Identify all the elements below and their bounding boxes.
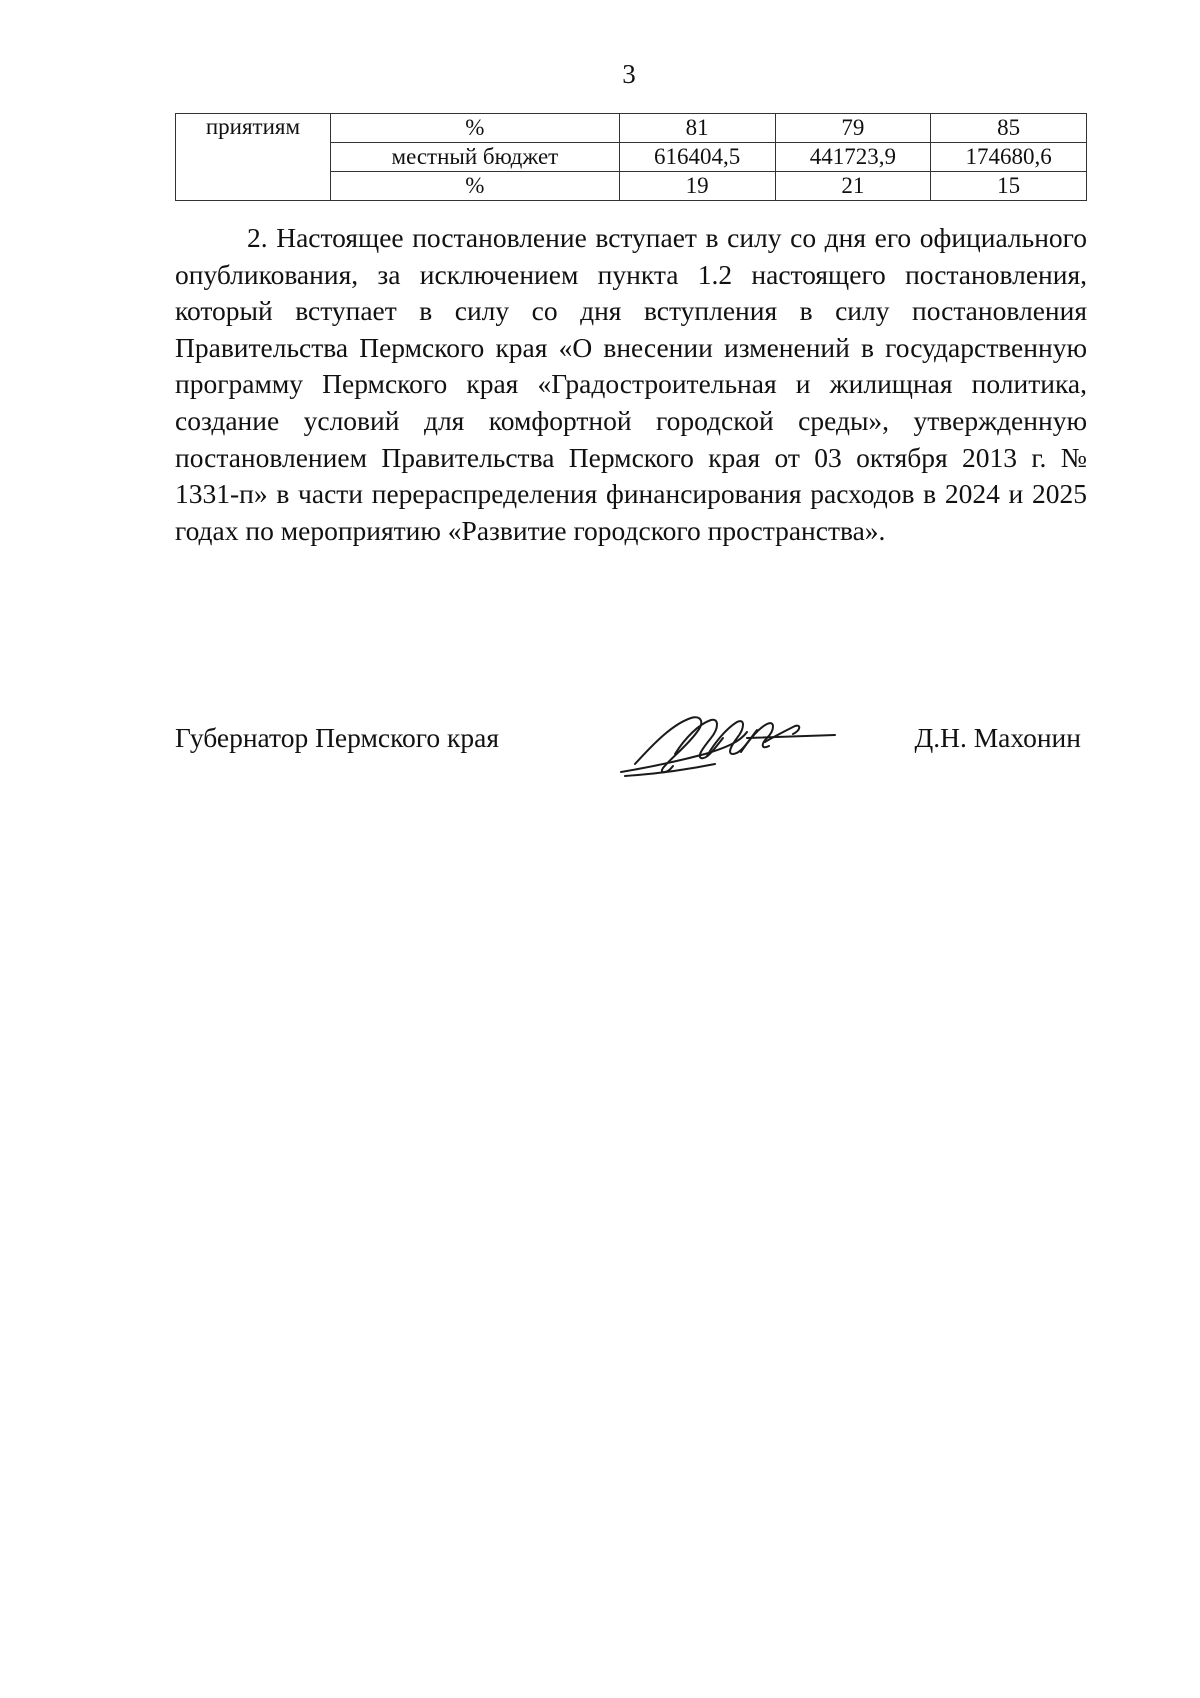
table-cell-label: % bbox=[330, 114, 619, 143]
signatory-name: Д.Н. Махонин bbox=[914, 722, 1081, 753]
table-cell-value: 441723,9 bbox=[775, 143, 931, 172]
table-cell-value: 616404,5 bbox=[619, 143, 775, 172]
table-row-head: приятиям bbox=[176, 114, 331, 201]
table-cell-value: 81 bbox=[619, 114, 775, 143]
paragraph-text: 2. Настоящее постановление вступает в силу со дня его официального опубликования, за исключением пункта 1.2 настоящего постановления, который вступает в силу со дня вступления в силу постановления Правительства Пермского края «О внесении изменений в государственную программу Пермского края «Градостроительная и жилищная политика, создание условий для комфортной городской среды», утвержденную постановлением Правительства Пермского края от 03 октября 2013 г. № 1331-п» в части перераспределения финансирования расходов в 2024 и 2025 годах по мероприятию «Развитие городского пространства». bbox=[175, 222, 1087, 546]
table-cell-value: 85 bbox=[931, 114, 1087, 143]
table-row bbox=[176, 114, 1087, 143]
table-cell-value: 174680,6 bbox=[931, 143, 1087, 172]
table-cell-label: местный бюджет bbox=[330, 143, 619, 172]
paragraph-effective-date bbox=[175, 220, 1087, 549]
table-cell-label: % bbox=[330, 172, 619, 201]
table-cell-value: 19 bbox=[619, 172, 775, 201]
table-cell-value: 21 bbox=[775, 172, 931, 201]
handwritten-signature bbox=[615, 702, 845, 782]
page-number: 3 bbox=[622, 59, 636, 89]
table-cell-value: 79 bbox=[775, 114, 931, 143]
signatory-title: Губернатор Пермского края bbox=[175, 722, 499, 753]
signature-block bbox=[175, 720, 1087, 770]
financing-table bbox=[175, 113, 1087, 201]
table-cell-value: 15 bbox=[931, 172, 1087, 201]
